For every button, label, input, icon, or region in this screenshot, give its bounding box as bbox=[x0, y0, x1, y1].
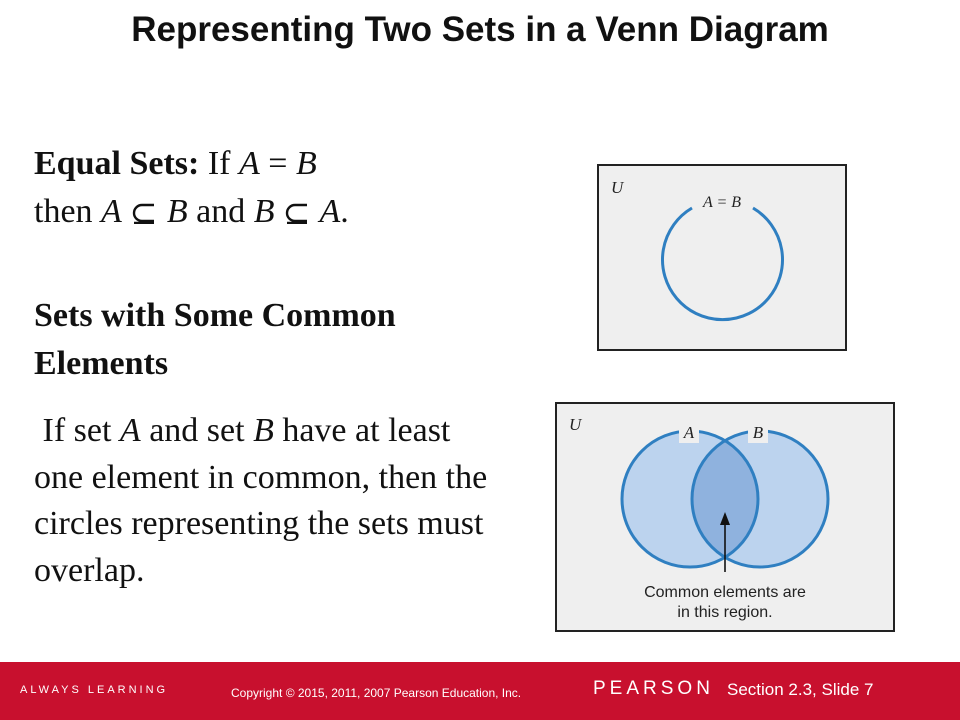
circle-a-equals-b bbox=[663, 208, 783, 320]
common-sets-heading: Sets with Some Common Elements bbox=[34, 297, 396, 382]
set-b-symbol: B bbox=[295, 145, 317, 182]
set-b-symbol: B bbox=[253, 193, 275, 230]
slide-number: Section 2.3, Slide 7 bbox=[727, 680, 874, 699]
overlap-text-part-1: If set bbox=[42, 412, 112, 449]
slide-title: Representing Two Sets in a Venn Diagram bbox=[131, 10, 829, 49]
footer-copyright: Copyright © 2015, 2011, 2007 Pearson Education, Inc. bbox=[231, 686, 522, 700]
universe-label: U bbox=[611, 178, 624, 197]
overlap-venn bbox=[557, 404, 893, 630]
period: . bbox=[340, 193, 349, 230]
set-a-symbol: A bbox=[238, 145, 260, 182]
annotation-line-2: in this region. bbox=[677, 604, 773, 621]
set-a-label: A bbox=[683, 423, 695, 442]
annotation-line-1: Common elements are bbox=[644, 584, 806, 601]
set-b-symbol: B bbox=[166, 193, 188, 230]
overlap-explanation bbox=[34, 408, 494, 594]
subset-icon bbox=[130, 202, 158, 224]
set-a-symbol: A bbox=[119, 412, 141, 449]
equal-sets-heading: Equal Sets: bbox=[34, 145, 200, 182]
overlap-text-part-2: and set bbox=[149, 412, 245, 449]
equal-sets-figure bbox=[597, 164, 847, 351]
subset-icon bbox=[283, 202, 311, 224]
if-word: If bbox=[207, 145, 231, 182]
equal-sets-line-2 bbox=[34, 188, 554, 236]
set-a-symbol: A bbox=[101, 193, 122, 230]
set-a-symbol: A bbox=[319, 193, 341, 230]
set-b-label: B bbox=[752, 423, 764, 442]
equal-sets-line-1 bbox=[34, 140, 554, 188]
equals-symbol: = bbox=[268, 145, 288, 182]
circle-label: A = B bbox=[702, 194, 742, 211]
set-b-symbol: B bbox=[253, 412, 274, 449]
equal-sets-venn bbox=[599, 166, 845, 349]
overlap-figure bbox=[555, 402, 895, 632]
then-word: then bbox=[34, 193, 93, 230]
pearson-logo: PEARSON bbox=[593, 678, 714, 699]
universe-label: U bbox=[569, 415, 582, 434]
and-word: and bbox=[196, 193, 246, 230]
overlap-text-part-3: have at least one element in common, then the circles representing the sets must overlap. bbox=[34, 412, 488, 589]
footer-bar bbox=[0, 662, 960, 720]
footer-tagline: ALWAYS LEARNING bbox=[20, 684, 169, 696]
equal-sets-text bbox=[34, 140, 554, 236]
